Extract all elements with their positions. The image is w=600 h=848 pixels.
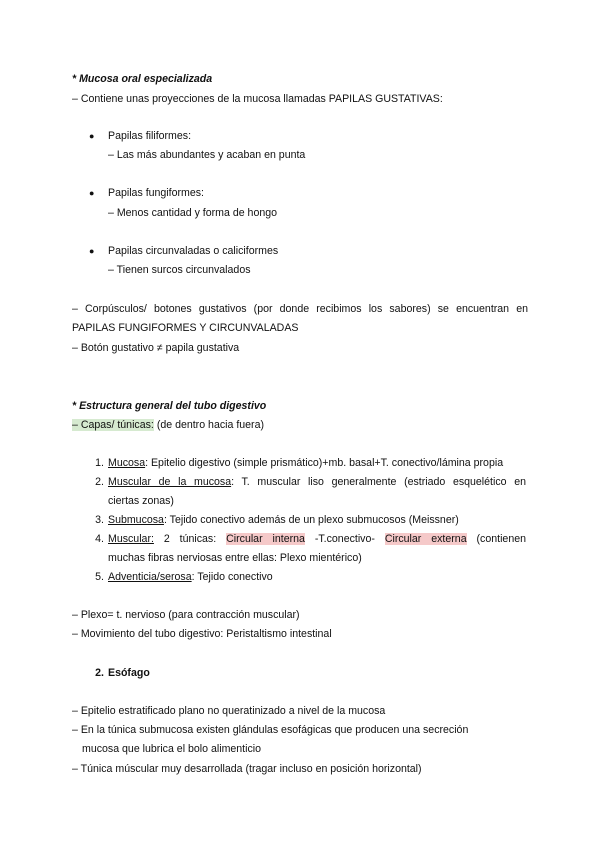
layer-desc-a: 2 túnicas: (153, 533, 227, 545)
layer-name: Mucosa (108, 457, 146, 469)
layer-item-1 (108, 456, 526, 470)
layer-name: Adventicia/serosa (108, 571, 192, 583)
section-heading-esofago: Esófago (108, 667, 150, 679)
capas-line (72, 418, 528, 432)
movimiento-line: – Movimiento del tubo digestivo: Peristaltismo intestinal (72, 628, 332, 640)
plexo-line: – Plexo= t. nervioso (para contracción muscular) (72, 609, 300, 621)
papila-desc-1: – Las más abundantes y acaban en punta (108, 149, 306, 161)
capas-highlight: – Capas/ túnicas: (72, 419, 154, 431)
esofago-line-2-cont: mucosa que lubrica el bolo alimenticio (82, 743, 262, 755)
esofago-line-2: – En la túnica submucosa existen glándulas esofágicas que producen una secreción (72, 724, 469, 736)
layer-item-2 (108, 475, 526, 489)
section-heading-estructura: * Estructura general del tubo digestivo (72, 400, 267, 412)
layer-desc: : Tejido conectivo (191, 571, 273, 583)
list-number: 3. (95, 514, 104, 526)
layer-name: Muscular de la mucosa (108, 476, 232, 488)
section-number: 2. (95, 667, 104, 679)
bullet-icon: ● (89, 188, 95, 198)
papila-title-3: Papilas circunvaladas o caliciformes (108, 245, 279, 257)
layer-name: Muscular: (108, 533, 154, 545)
layer-desc: : T. muscular liso generalmente (estriado esquelético en (231, 476, 526, 488)
papila-desc-2: – Menos cantidad y forma de hongo (108, 207, 278, 219)
papila-title-1: Papilas filiformes: (108, 130, 192, 142)
layer-item-5 (108, 570, 526, 584)
capas-rest: (de dentro hacia fuera) (156, 419, 264, 431)
layer-name: Submucosa (108, 514, 164, 526)
list-number: 5. (95, 571, 104, 583)
highlight-circular-interna: Circular interna (226, 533, 305, 545)
papila-title-2: Papilas fungiformes: (108, 187, 204, 199)
layer-desc: : Tejido conectivo además de un plexo submucosos (Meissner) (163, 514, 459, 526)
intro-line: – Contiene unas proyecciones de la mucosa llamadas PAPILAS GUSTATIVAS: (72, 93, 443, 105)
section-heading-mucosa: * Mucosa oral especializada (72, 73, 213, 85)
list-number: 2. (95, 476, 104, 488)
esofago-line-1: – Epitelio estratificado plano no queratinizado a nivel de la mucosa (72, 705, 386, 717)
list-number: 4. (95, 533, 104, 545)
bullet-icon: ● (89, 246, 95, 256)
layer-item-3 (108, 513, 526, 527)
highlight-circular-externa: Circular externa (384, 533, 467, 545)
esofago-line-3: – Túnica múscular muy desarrollada (tragar incluso en posición horizontal) (72, 763, 422, 775)
boton-line: – Botón gustativo ≠ papila gustativa (72, 342, 240, 354)
layer-desc-c: (contienen (466, 533, 526, 545)
layer-item-4 (108, 532, 526, 546)
layer-desc-b: -T.conectivo- (304, 533, 385, 545)
bullet-icon: ● (89, 131, 95, 141)
corpusculos-line-2: PAPILAS FUNGIFORMES Y CIRCUNVALADAS (72, 322, 299, 334)
layer-desc: : Epitelio digestivo (simple prismático)+mb. basal+T. conectivo/lámina propia (145, 457, 504, 469)
corpusculos-line-1: – Corpúsculos/ botones gustativos (por donde recibimos los sabores) se encuentran en (72, 303, 528, 315)
layer-item-2-cont: ciertas zonas) (108, 495, 174, 507)
layer-item-4-cont: muchas fibras nerviosas entre ellas: Plexo mientérico) (108, 552, 362, 564)
papila-desc-3: – Tienen surcos circunvalados (108, 264, 251, 276)
list-number: 1. (95, 457, 104, 469)
